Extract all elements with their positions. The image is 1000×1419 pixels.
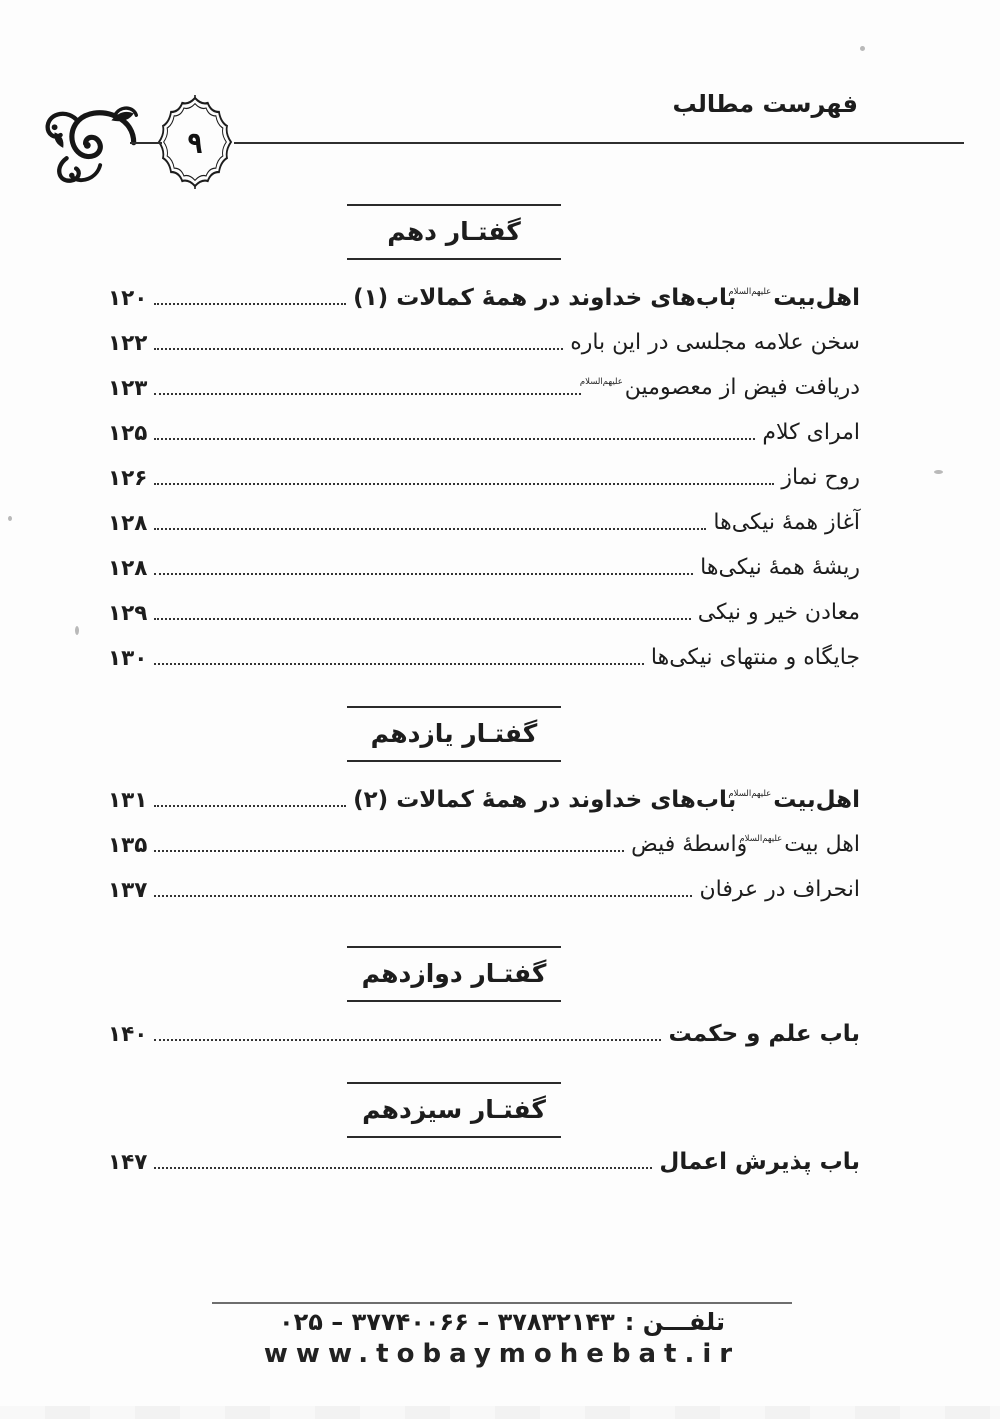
dotted-leader bbox=[154, 805, 346, 807]
website-line: www.tobaymohebat.ir bbox=[263, 1339, 741, 1369]
toc-entry-title: باب علم و حکمت bbox=[668, 1021, 860, 1047]
toc-page-number: ۱۲۶ bbox=[108, 466, 148, 491]
toc-list-13 bbox=[108, 1144, 860, 1178]
honorific-mark: علیهم‌السلام bbox=[728, 286, 772, 297]
dotted-leader bbox=[154, 618, 690, 620]
dotted-leader bbox=[154, 438, 755, 440]
toc-page-number: ۱۲۹ bbox=[108, 601, 148, 626]
toc-entry bbox=[108, 415, 860, 449]
toc-page-number: ۱۲۳ bbox=[108, 376, 148, 401]
contents-title: فهرست مطالب bbox=[672, 90, 858, 118]
toc-entry bbox=[108, 460, 860, 494]
toc-entry-title: آغاز همهٔ نیکی‌ها bbox=[713, 510, 860, 535]
toc-page-number: ۱۳۷ bbox=[108, 878, 148, 903]
scan-edge-noise bbox=[0, 1406, 1000, 1419]
toc-entry bbox=[108, 782, 860, 816]
scan-speck bbox=[75, 626, 79, 635]
dotted-leader bbox=[154, 393, 580, 395]
dotted-leader bbox=[154, 663, 644, 665]
dotted-leader bbox=[154, 348, 563, 350]
toc-list-11 bbox=[108, 782, 860, 906]
dotted-leader bbox=[154, 850, 624, 852]
header-rule-left bbox=[130, 142, 162, 144]
toc-entry-title-cont: باب‌های خداوند در همهٔ کمالات (۱) bbox=[353, 285, 737, 311]
toc-entry-title-cont: باب‌های خداوند در همهٔ کمالات (۲) bbox=[353, 787, 737, 813]
honorific-mark: علیهم‌السلام bbox=[739, 833, 783, 844]
footer-rule bbox=[212, 1302, 792, 1304]
toc-entry bbox=[108, 370, 860, 404]
toc-entry-title: اهل‌بیت bbox=[773, 285, 860, 311]
section-heading-12: گفتـار دوازدهم bbox=[347, 946, 561, 1002]
header-rule bbox=[234, 142, 964, 144]
dotted-leader bbox=[154, 1167, 652, 1169]
dotted-leader bbox=[154, 483, 774, 485]
toc-entry-title: امرای کلام bbox=[762, 420, 860, 445]
toc-entry bbox=[108, 325, 860, 359]
section-heading-10: گفتـار دهم bbox=[347, 204, 561, 260]
toc-entry bbox=[108, 505, 860, 539]
scan-speck bbox=[860, 46, 865, 51]
toc-entry bbox=[108, 872, 860, 906]
toc-entry bbox=[108, 1144, 860, 1178]
toc-entry-title: اهل‌بیت bbox=[773, 787, 860, 813]
toc-page-number: ۱۲۵ bbox=[108, 421, 148, 446]
dotted-leader bbox=[154, 573, 693, 575]
floral-ornament-icon bbox=[36, 98, 142, 184]
page-number-badge bbox=[155, 92, 235, 192]
toc-entry-title: سخن علامه مجلسی در این باره bbox=[570, 330, 860, 355]
toc-entry bbox=[108, 640, 860, 674]
toc-entry bbox=[108, 280, 860, 314]
toc-entry-title: دریافت فیض از معصومین bbox=[624, 375, 860, 400]
section-heading-13: گفتـار سیزدهم bbox=[347, 1082, 561, 1138]
page-number: ۹ bbox=[187, 126, 203, 161]
honorific-mark: علیهم‌السلام bbox=[728, 788, 772, 799]
toc-entry-title: انحراف در عرفان bbox=[699, 877, 860, 902]
toc-list-12 bbox=[108, 1016, 860, 1050]
page-header bbox=[0, 90, 1000, 190]
toc-page-number: ۱۴۰ bbox=[108, 1022, 148, 1047]
dotted-leader bbox=[154, 1039, 661, 1041]
toc-entry-title: جایگاه و منتهای نیکی‌ها bbox=[650, 645, 860, 670]
phone-line bbox=[212, 1308, 792, 1336]
toc-entry-title: اهل بیت bbox=[784, 832, 860, 857]
toc-entry-title: باب پذیرش اعمال bbox=[659, 1149, 860, 1175]
dotted-leader bbox=[154, 895, 692, 897]
honorific-mark: علیهم‌السلام bbox=[579, 376, 623, 387]
toc-entry bbox=[108, 1016, 860, 1050]
toc-entry bbox=[108, 550, 860, 584]
scan-speck bbox=[8, 516, 12, 521]
toc-page-number: ۱۳۱ bbox=[108, 788, 148, 813]
toc-page-number: ۱۲۸ bbox=[108, 556, 148, 581]
toc-entry-title: ریشهٔ همهٔ نیکی‌ها bbox=[700, 555, 860, 580]
toc-entry-title: روح نماز bbox=[781, 465, 860, 490]
toc-page-number: ۱۳۰ bbox=[108, 646, 148, 671]
page-footer bbox=[212, 1302, 792, 1369]
toc-page-number: ۱۲۰ bbox=[108, 286, 148, 311]
toc-list-10 bbox=[108, 280, 860, 674]
toc-entry-title-cont: واسطهٔ فیض bbox=[631, 832, 748, 857]
phone-label: تلفـــن : bbox=[624, 1308, 725, 1336]
section-heading-11: گفتـار یازدهم bbox=[347, 706, 561, 762]
dotted-leader bbox=[154, 528, 706, 530]
toc-page-number: ۱۲۲ bbox=[108, 331, 148, 356]
dotted-leader bbox=[154, 303, 346, 305]
toc-page-number: ۱۲۸ bbox=[108, 511, 148, 536]
scan-speck bbox=[934, 470, 943, 474]
toc-page-number: ۱۴۷ bbox=[108, 1150, 148, 1175]
toc-entry-title: معادن خیر و نیکی bbox=[697, 600, 860, 625]
toc-page-number: ۱۳۵ bbox=[108, 833, 148, 858]
phone-numbers: ۳۷۸۳۲۱۴۳ – ۳۷۷۴۰۰۶۶ – ۰۲۵ bbox=[278, 1308, 615, 1336]
toc-entry bbox=[108, 595, 860, 629]
toc-entry bbox=[108, 827, 860, 861]
